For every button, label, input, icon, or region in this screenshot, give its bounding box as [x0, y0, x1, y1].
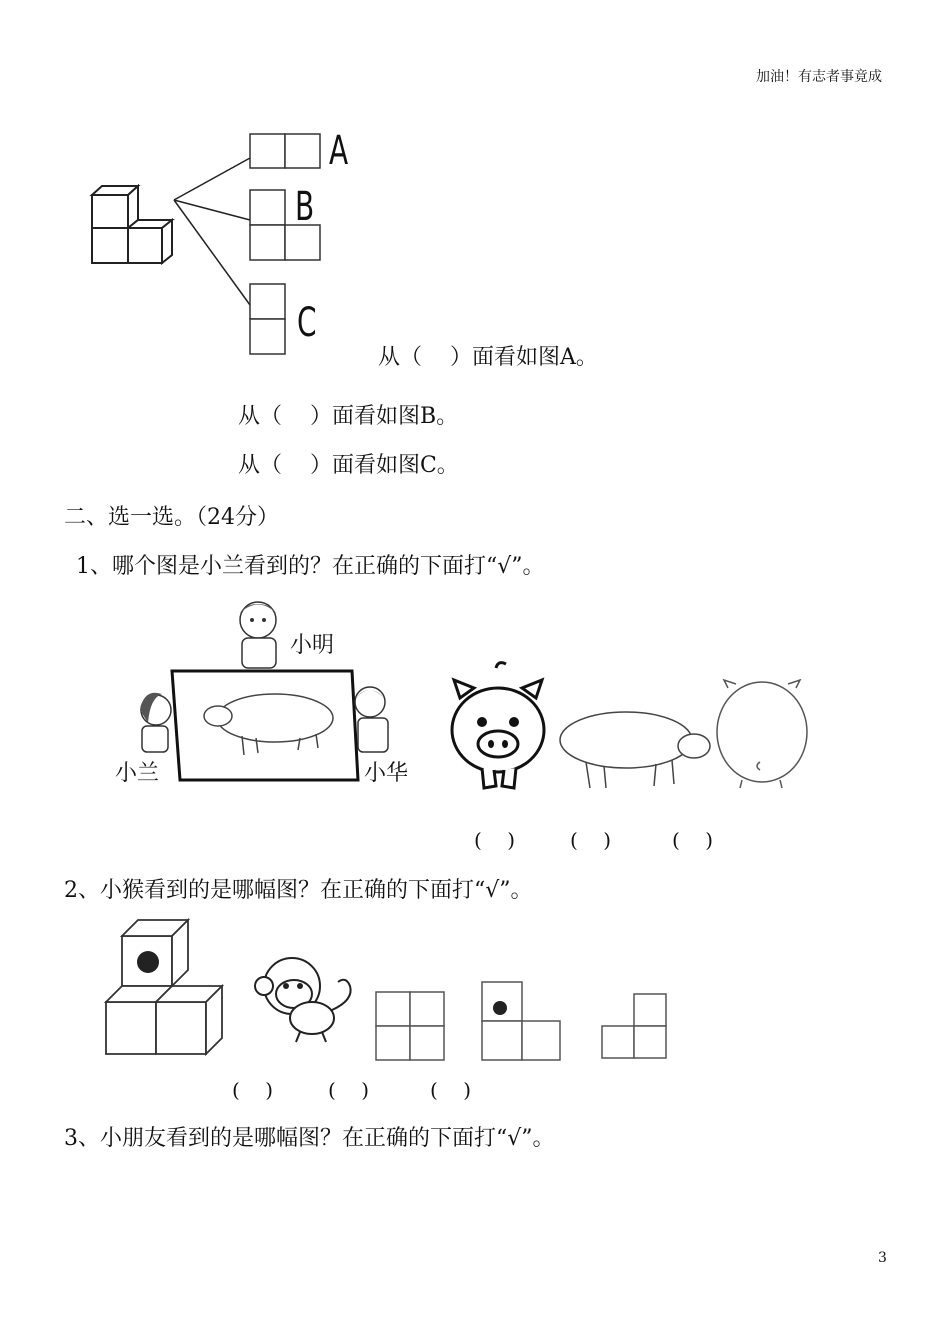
q2-blank-1[interactable]: ( )	[232, 1078, 274, 1102]
view-line-a: 从（ ）面看如图A。	[378, 345, 598, 370]
page-number: 3	[878, 1250, 887, 1266]
q1-blank-3[interactable]: ( )	[672, 828, 714, 852]
question-3: 3、小朋友看到的是哪幅图？在正确的下面打“√”。	[64, 1126, 555, 1151]
pig-side-view	[556, 700, 716, 795]
option-2x2-squares	[374, 990, 446, 1062]
q1-blank-1[interactable]: ( )	[474, 828, 516, 852]
q2-blank-3[interactable]: ( )	[430, 1078, 472, 1102]
q2-blank-2[interactable]: ( )	[328, 1078, 370, 1102]
name-xiaohua: 小华	[364, 761, 409, 786]
option-l-shape-right	[600, 992, 670, 1062]
name-xiaolan: 小兰	[115, 761, 160, 786]
pig-back-view	[714, 670, 814, 790]
question-2: 2、小猴看到的是哪幅图？在正确的下面打“√”。	[64, 878, 533, 903]
option-l-shape-dot	[480, 980, 566, 1064]
label-b: B	[295, 184, 315, 230]
label-a: A	[329, 128, 349, 174]
monkey-illustration	[250, 950, 362, 1045]
question-1: 1、哪个图是小兰看到的？在正确的下面打“√”。	[76, 554, 545, 579]
cube-dot-figure	[104, 918, 244, 1058]
view-line-b: 从（ ）面看如图B。	[238, 404, 459, 429]
pig-front-view	[446, 660, 556, 795]
q1-blank-2[interactable]: ( )	[570, 828, 612, 852]
view-line-c: 从（ ）面看如图C。	[238, 453, 459, 478]
name-xiaoming: 小明	[290, 633, 335, 658]
label-c: C	[297, 300, 317, 346]
section-heading: 二、选一选。（24分）	[64, 505, 279, 530]
header-motto: 加油！有志者事竟成	[756, 69, 882, 85]
